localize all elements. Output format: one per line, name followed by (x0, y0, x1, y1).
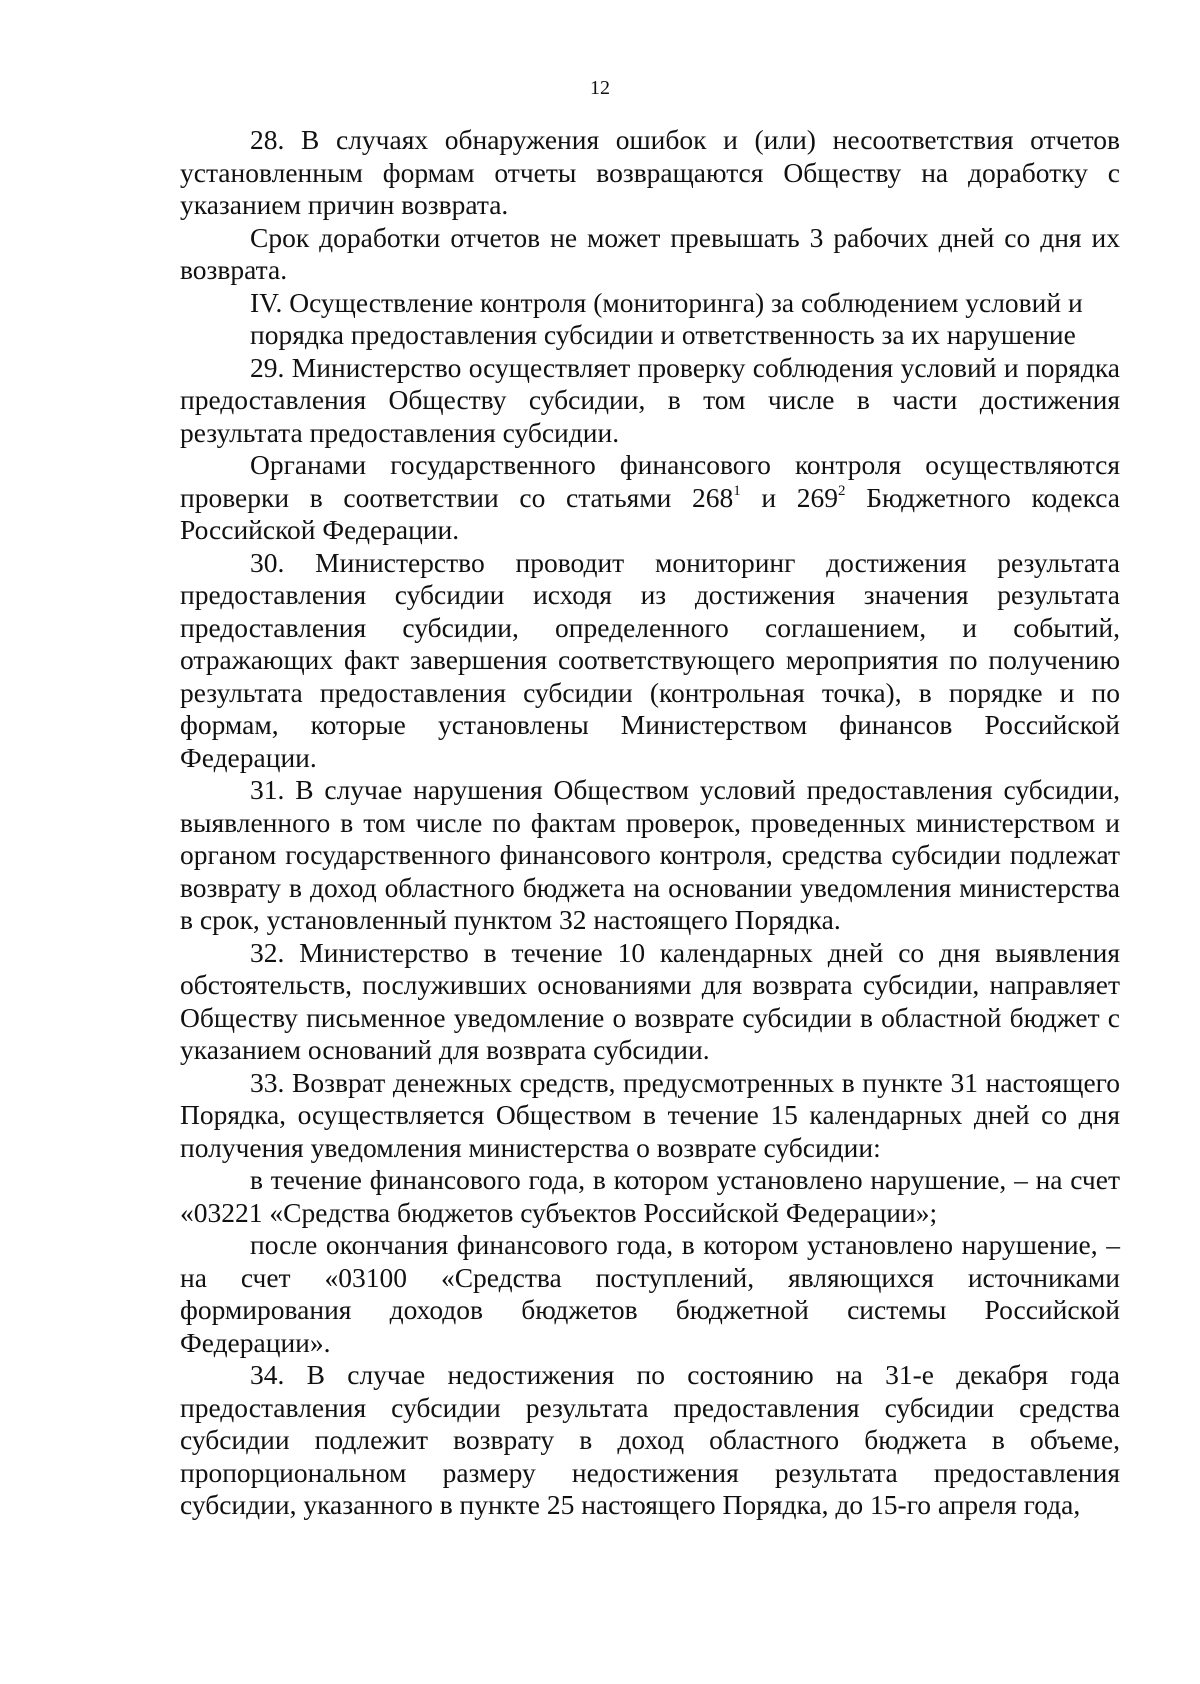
section-title-line-2: порядка предоставления субсидии и ответственность за их нарушение (250, 319, 1076, 350)
article-superscript-1: 1 (733, 482, 741, 499)
paragraph-33: 33. Возврат денежных средств, предусмотренных в пункте 31 настоящего Порядка, осуществляется Обществом в течение 15 календарных дней со дня получения уведомления министерства о возврате субсидии: (180, 1066, 1120, 1163)
paragraph-29: 29. Министерство осуществляет проверку соблюдения условий и порядка предоставления Обществу субсидии, в том числе в части достижения результата предоставления субсидии. (180, 351, 1120, 448)
document-body (180, 124, 1120, 1522)
paragraph-31: 31. В случае нарушения Обществом условий предоставления субсидии, выявленного в том числе по фактам проверок, проведенных министерством и органом государственного финансового контроля, средства субсидии подлежат возврату в доход областного бюджета на основании уведомления министерства в срок, установленный пунктом 32 настоящего Порядка. (180, 774, 1120, 935)
section-title-line-1: IV. Осуществление контроля (мониторинга) за соблюдением условий и (250, 286, 1083, 318)
article-superscript-2: 2 (838, 482, 846, 499)
section-title (180, 287, 1120, 352)
paragraph-30: 30. Министерство проводит мониторинг достижения результата предоставления субсидии исходя из достижения значения результата предоставления субсидии, определенного соглашением, и событий, отражающих факт завершения соответствующего мероприятия по получению результата предоставления субсидии (контрольная точка), в порядке и по формам, которые установлены Министерством финансов Российской Федерации. (180, 546, 1120, 773)
control-text-before: Органами государственного финансового контроля осуществляются проверки в соответствии со статьями 268 (180, 449, 1120, 513)
page-number: 12 (590, 77, 610, 99)
control-text-after: Бюджетного кодекса Российской Федерации. (180, 481, 1120, 545)
control-text-middle: и 269 (740, 481, 839, 513)
paragraph-28: 28. В случаях обнаружения ошибок и (или) несоответствия отчетов установленным формам отчеты возвращаются Обществу на доработку с указанием причин возврата. (180, 124, 1120, 220)
paragraph-28-deadline: Срок доработки отчетов не может превышать 3 рабочих дней со дня их возврата. (180, 221, 1120, 285)
paragraph-control-bodies (180, 449, 1120, 547)
paragraph-33-after-year: после окончания финансового года, в котором установлено нарушение, – на счет «03100 «Средства поступлений, являющихся источниками формирования доходов бюджетов бюджетной системы Российской Федерации». (180, 1229, 1120, 1358)
paragraph-33-current-year: в течение финансового года, в котором установлено нарушение, – на счет «03221 «Средства бюджетов субъектов Российской Федерации»; (180, 1164, 1120, 1228)
paragraph-34: 34. В случае недостижения по состоянию на 31-е декабря года предоставления субсидии результата предоставления субсидии средства субсидии подлежит возврату в доход областного бюджета в объеме, пропорциональном размеру недостижения результата предоставления субсидии, указанного в пункте 25 настоящего Порядка, до 15-го апреля года, (180, 1359, 1120, 1520)
paragraph-32: 32. Министерство в течение 10 календарных дней со дня выявления обстоятельств, послуживших основаниями для возврата субсидии, направляет Обществу письменное уведомление о возврате субсидии в областной бюджет с указанием оснований для возврата субсидии. (180, 936, 1120, 1065)
